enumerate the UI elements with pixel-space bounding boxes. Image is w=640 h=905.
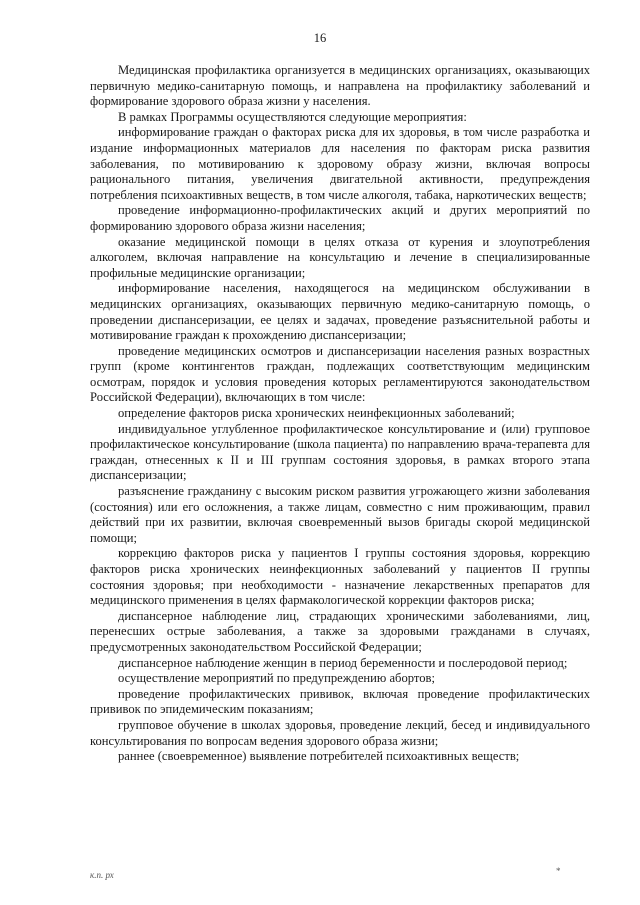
- paragraph: коррекцию факторов риска у пациентов I группы состояния здоровья, коррекцию факторов риска хронических неинфекционных заболеваний у пациентов II группы состояния здоровья; при необходимости - назначение лекарственных препаратов для медицинского применения в целях фармакологической коррекции факторов риска;: [90, 546, 590, 608]
- paragraph: диспансерное наблюдение женщин в период беременности и послеродовой период;: [118, 655, 568, 670]
- paragraph: разъяснение гражданину с высоким риском развития угрожающего жизни заболевания (состояния) или его осложнения, а также лицам, совместно с ним проживающим, правил действий при их развитии, включая своевременный вызов бригады скорой медицинской помощи;: [90, 484, 590, 545]
- paragraph: индивидуальное углубленное профилактическое консультирование и (или) групповое профилактическое консультирование (школа пациента) по направлению врача-терапевта для граждан, отнесенных к II и III группам состояния здоровья, в рамках второго этапа диспансеризации;: [90, 421, 590, 483]
- paragraph: диспансерное наблюдение лиц, страдающих хроническими заболеваниями, лиц, перенесших острые заболевания, а также за здоровыми гражданами в случаях, предусмотренных законодательством Российской Федерации;: [90, 608, 590, 654]
- paragraph: Медицинская профилактика организуется в медицинских организациях, оказывающих первичную медико-санитарную помощь, и направлена на профилактику заболеваний и формирование здорового образа жизни у населения.: [90, 63, 590, 109]
- paragraph: проведение медицинских осмотров и диспансеризации населения разных возрастных групп (кроме контингентов граждан, подлежащих соответствующим медицинским осмотрам, порядок и условия проведения которых регламентируются законодательством Российской Федерации), включающих в том числе:: [90, 343, 590, 405]
- paragraph: раннее (своевременное) выявление потребителей психоактивных веществ;: [118, 749, 520, 764]
- paragraph: В рамках Программы осуществляются следующие мероприятия:: [118, 109, 467, 124]
- footer-symbol: *: [556, 866, 561, 876]
- paragraph: информирование населения, находящегося на медицинском обслуживании в медицинских организациях, оказывающих первичную медико-санитарную помощь, о проведении диспансеризации, ее целях и задачах, проведение разъяснительной работы и мотивирование граждан к прохождению диспансеризации;: [90, 281, 590, 343]
- page-number: 16: [313, 31, 327, 45]
- document-body: [90, 63, 590, 765]
- paragraph: оказание медицинской помощи в целях отказа от курения и злоупотребления алкоголем, включая направление на консультацию и лечение в специализированные профильные медицинские организации;: [90, 234, 590, 280]
- paragraph: осуществление мероприятий по предупреждению абортов;: [118, 671, 435, 686]
- paragraph: групповое обучение в школах здоровья, проведение лекций, бесед и индивидуального консультирования по вопросам ведения здорового образа жизни;: [90, 717, 590, 748]
- paragraph: проведение профилактических прививок, включая проведение профилактических прививок по эпидемическим показаниям;: [90, 686, 590, 717]
- footer-mark: к.п. рх: [90, 870, 114, 880]
- paragraph: информирование граждан о факторах риска для их здоровья, в том числе разработка и издание информационных материалов для населения по факторам риска развития заболевания, по мотивированию к здоровому образу жизни, включая вопросы рационального питания, увеличения двигательной активности, предупреждения потребления психоактивных веществ, в том числе алкоголя, табака, наркотических веществ;: [90, 125, 590, 202]
- paragraph: определение факторов риска хронических неинфекционных заболеваний;: [118, 406, 515, 421]
- paragraph: проведение информационно-профилактических акций и других мероприятий по формированию здорового образа жизни населения;: [90, 203, 590, 233]
